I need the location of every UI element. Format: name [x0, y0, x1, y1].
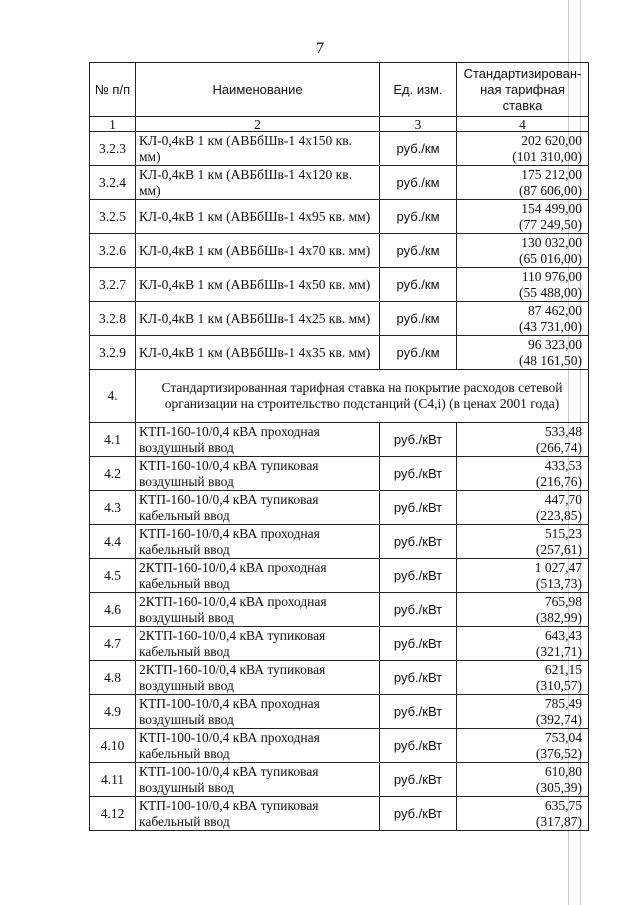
row-number: 3.2.4 [90, 166, 136, 200]
rate-half-value: (305,39) [535, 779, 582, 795]
row-unit: руб./км [380, 336, 457, 370]
tariff-table [89, 62, 589, 831]
rate-value: 533,48 [544, 423, 582, 439]
row-rate [457, 457, 589, 491]
rate-value: 130 032,00 [521, 234, 582, 250]
rate-half-value: (310,57) [535, 677, 582, 693]
row-unit: руб./кВт [380, 661, 457, 695]
header-rate: Стандартизирован-ная тарифная ставка [457, 63, 589, 117]
row-number: 4.6 [90, 593, 136, 627]
rate-half-value: (513,73) [535, 575, 582, 591]
rate-value: 154 499,00 [521, 200, 582, 216]
table-row [90, 268, 589, 302]
row-name: КТП-160-10/0,4 кВА проходная воздушный ввод [136, 423, 380, 457]
table-row [90, 763, 589, 797]
row-unit: руб./кВт [380, 695, 457, 729]
column-index: 4 [457, 117, 589, 132]
row-unit: руб./км [380, 268, 457, 302]
row-rate [457, 525, 589, 559]
section-4 [90, 370, 589, 423]
row-unit: руб./кВт [380, 729, 457, 763]
rate-value: 610,80 [544, 763, 582, 779]
row-name: КЛ-0,4кВ 1 км (АВБбШв-1 4х95 кв. мм) [136, 200, 380, 234]
row-number: 4.2 [90, 457, 136, 491]
rate-half-value: (65 016,00) [519, 250, 582, 266]
row-name: КЛ-0,4кВ 1 км (АВБбШв-1 4х70 кв. мм) [136, 234, 380, 268]
row-name: КЛ-0,4кВ 1 км (АВБбШв-1 4х25 кв. мм) [136, 302, 380, 336]
rate-value: 765,98 [544, 593, 582, 609]
table-row [90, 559, 589, 593]
row-number: 3.2.6 [90, 234, 136, 268]
row-name: КЛ-0,4кВ 1 км (АВБбШв-1 4х35 кв. мм) [136, 336, 380, 370]
table-row [90, 797, 589, 831]
rate-half-value: (382,99) [535, 609, 582, 625]
row-unit: руб./кВт [380, 627, 457, 661]
row-unit: руб./кВт [380, 423, 457, 457]
section-title: Стандартизированная тарифная ставка на покрытие расходов сетевой организации на строительство подстанций (С4,i) (в ценах 2001 года) [136, 370, 589, 423]
section-number: 4. [90, 370, 136, 423]
rate-half-value: (87 606,00) [519, 182, 582, 198]
row-number: 4.10 [90, 729, 136, 763]
rate-value: 635,75 [544, 797, 582, 813]
row-number: 4.8 [90, 661, 136, 695]
row-rate [457, 559, 589, 593]
column-index-row [90, 117, 589, 132]
row-number: 4.12 [90, 797, 136, 831]
section-row [90, 370, 589, 423]
row-number: 4.4 [90, 525, 136, 559]
table-row [90, 661, 589, 695]
column-index: 3 [380, 117, 457, 132]
row-name: КТП-100-10/0,4 кВА тупиковая воздушный ввод [136, 763, 380, 797]
table-row [90, 423, 589, 457]
row-number: 4.11 [90, 763, 136, 797]
row-rate [457, 200, 589, 234]
row-name: КТП-100-10/0,4 кВА проходная воздушный ввод [136, 695, 380, 729]
table-row [90, 695, 589, 729]
row-unit: руб./кВт [380, 593, 457, 627]
row-name: 2КТП-160-10/0,4 кВА тупиковая кабельный ввод [136, 627, 380, 661]
row-unit: руб./кВт [380, 763, 457, 797]
rate-half-value: (266,74) [535, 439, 582, 455]
row-rate [457, 695, 589, 729]
row-rate [457, 763, 589, 797]
row-name: КТП-100-10/0,4 кВА тупиковая кабельный ввод [136, 797, 380, 831]
table-row [90, 525, 589, 559]
row-name: 2КТП-160-10/0,4 кВА тупиковая воздушный ввод [136, 661, 380, 695]
rate-value: 202 620,00 [521, 132, 582, 148]
row-number: 3.2.8 [90, 302, 136, 336]
table-row [90, 302, 589, 336]
row-unit: руб./км [380, 166, 457, 200]
rate-value: 753,04 [544, 729, 582, 745]
table-row [90, 166, 589, 200]
row-rate [457, 593, 589, 627]
row-name: КТП-160-10/0,4 кВА проходная кабельный ввод [136, 525, 380, 559]
row-unit: руб./км [380, 302, 457, 336]
table-row [90, 234, 589, 268]
row-rate [457, 132, 589, 166]
substation-rows [90, 423, 589, 831]
rate-half-value: (216,76) [535, 473, 582, 489]
row-unit: руб./кВт [380, 797, 457, 831]
rate-value: 643,43 [544, 627, 582, 643]
row-number: 3.2.3 [90, 132, 136, 166]
row-name: КЛ-0,4кВ 1 км (АВБбШв-1 4х120 кв. мм) [136, 166, 380, 200]
row-rate [457, 268, 589, 302]
rate-value: 87 462,00 [528, 302, 582, 318]
rate-half-value: (223,85) [535, 507, 582, 523]
row-rate [457, 234, 589, 268]
row-unit: руб./кВт [380, 559, 457, 593]
row-rate [457, 661, 589, 695]
rate-value: 96 323,00 [528, 336, 582, 352]
row-unit: руб./км [380, 234, 457, 268]
row-rate [457, 491, 589, 525]
rate-half-value: (392,74) [535, 711, 582, 727]
table-row [90, 457, 589, 491]
rate-half-value: (376,52) [535, 745, 582, 761]
row-rate [457, 797, 589, 831]
row-rate [457, 336, 589, 370]
row-unit: руб./кВт [380, 457, 457, 491]
rate-value: 175 212,00 [521, 166, 582, 182]
table-row [90, 336, 589, 370]
row-number: 4.7 [90, 627, 136, 661]
page-number: 7 [316, 40, 324, 57]
row-rate [457, 423, 589, 457]
rate-half-value: (77 249,50) [519, 216, 582, 232]
rate-half-value: (55 488,00) [519, 284, 582, 300]
rate-value: 621,15 [544, 661, 582, 677]
row-rate [457, 729, 589, 763]
rate-half-value: (43 731,00) [519, 318, 582, 334]
table-row [90, 491, 589, 525]
table-header-row [90, 63, 589, 117]
row-name: 2КТП-160-10/0,4 кВА проходная кабельный ввод [136, 559, 380, 593]
rate-value: 110 976,00 [521, 268, 582, 284]
row-number: 4.1 [90, 423, 136, 457]
rate-value: 1 027,47 [534, 559, 582, 575]
table-row [90, 200, 589, 234]
header-unit: Ед. изм. [380, 63, 457, 117]
row-name: КТП-160-10/0,4 кВА тупиковая кабельный ввод [136, 491, 380, 525]
row-number: 4.5 [90, 559, 136, 593]
row-name: КТП-100-10/0,4 кВА проходная кабельный ввод [136, 729, 380, 763]
rate-half-value: (48 161,50) [519, 352, 582, 368]
row-unit: руб./км [380, 200, 457, 234]
rate-half-value: (317,87) [535, 813, 582, 829]
row-number: 4.9 [90, 695, 136, 729]
header-name: Наименование [136, 63, 380, 117]
rate-half-value: (321,71) [535, 643, 582, 659]
cable-lines-rows [90, 132, 589, 370]
row-rate [457, 302, 589, 336]
row-name: КЛ-0,4кВ 1 км (АВБбШв-1 4х50 кв. мм) [136, 268, 380, 302]
row-rate [457, 166, 589, 200]
row-number: 3.2.9 [90, 336, 136, 370]
row-number: 3.2.7 [90, 268, 136, 302]
rate-half-value: (101 310,00) [512, 148, 582, 164]
row-name: 2КТП-160-10/0,4 кВА проходная воздушный ввод [136, 593, 380, 627]
rate-value: 447,70 [544, 491, 582, 507]
row-number: 3.2.5 [90, 200, 136, 234]
table-row [90, 729, 589, 763]
rate-value: 433,53 [544, 457, 582, 473]
rate-half-value: (257,61) [535, 541, 582, 557]
row-rate [457, 627, 589, 661]
row-unit: руб./кВт [380, 491, 457, 525]
table-row [90, 627, 589, 661]
rate-value: 515,23 [544, 525, 582, 541]
column-index: 2 [136, 117, 380, 132]
table-row [90, 593, 589, 627]
row-name: КТП-160-10/0,4 кВА тупиковая воздушный ввод [136, 457, 380, 491]
row-unit: руб./кВт [380, 525, 457, 559]
column-index: 1 [90, 117, 136, 132]
row-unit: руб./км [380, 132, 457, 166]
rate-value: 785,49 [544, 695, 582, 711]
row-name: КЛ-0,4кВ 1 км (АВБбШв-1 4х150 кв. мм) [136, 132, 380, 166]
table-row [90, 132, 589, 166]
header-num: № п/п [90, 63, 136, 117]
row-number: 4.3 [90, 491, 136, 525]
